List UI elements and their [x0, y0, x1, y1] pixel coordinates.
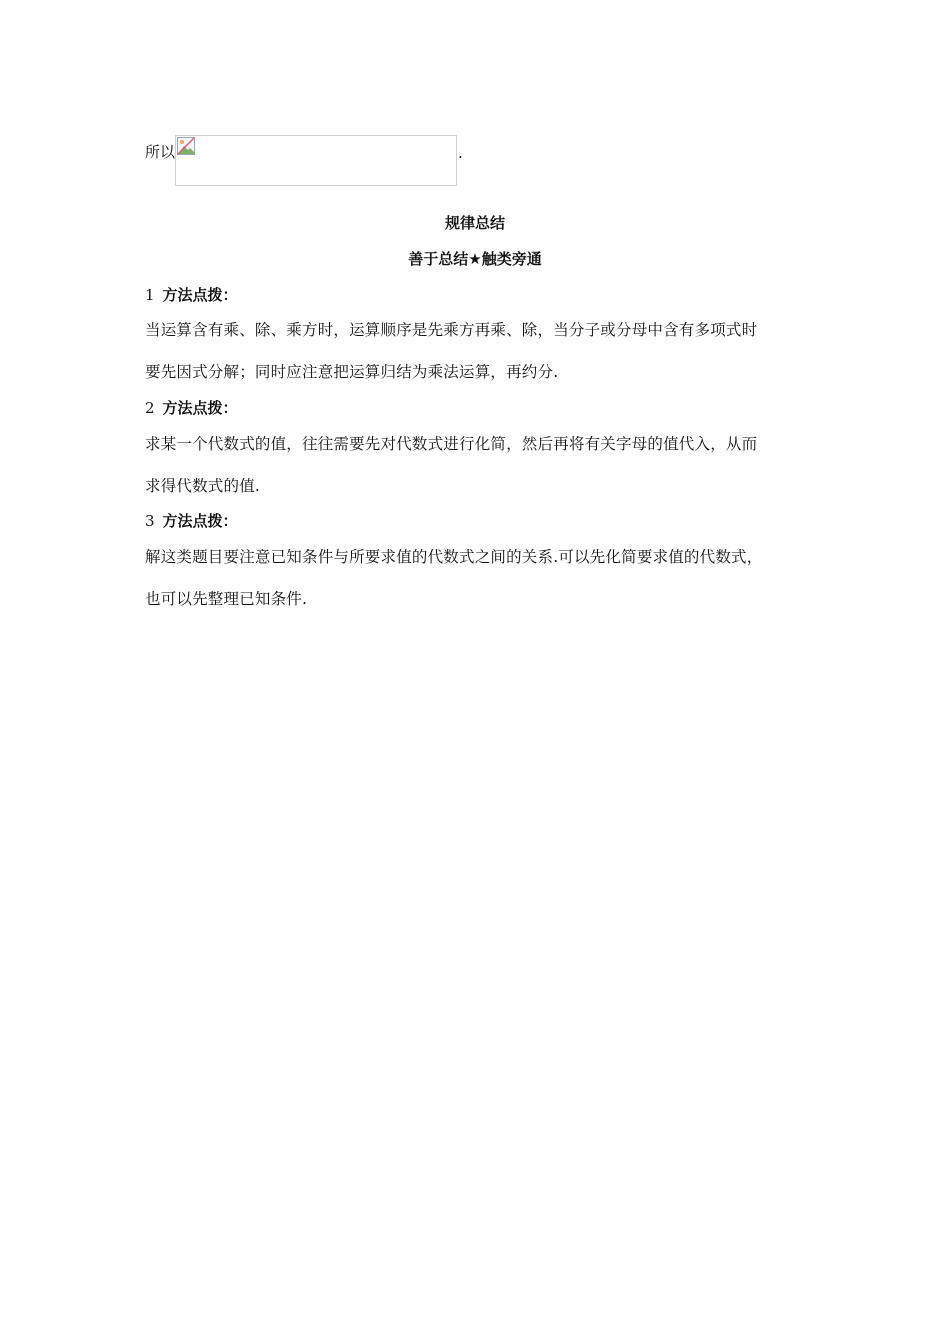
- tip-1-line-1: 当运算含有乘、除、乘方时，运算顺序是先乘方再乘、除，当分子或分母中含有多项式时: [145, 321, 758, 339]
- tip-2-line-1: 求某一个代数式的值，往往需要先对代数式进行化简，然后再将有关字母的值代入，从而: [145, 435, 758, 453]
- formula-image-placeholder: [175, 135, 457, 186]
- broken-image-icon: [177, 137, 195, 155]
- tip-heading-2: [145, 398, 238, 418]
- tip-number: 3: [145, 512, 155, 530]
- tip-number: 2: [145, 399, 155, 417]
- tip-2-line-2: 求得代数式的值.: [145, 477, 261, 495]
- tip-3-line-2: 也可以先整理已知条件.: [145, 590, 308, 608]
- section-title: 规律总结: [444, 214, 505, 232]
- intro-line: [145, 140, 463, 186]
- tip-number: 1: [145, 286, 155, 304]
- intro-suffix: .: [458, 144, 463, 162]
- tip-heading-3: [145, 511, 238, 531]
- tip-label: 方法点拨：: [162, 286, 238, 304]
- intro-prefix: 所以: [145, 143, 176, 161]
- section-subtitle: 善于总结★触类旁通: [408, 250, 542, 268]
- tip-3-line-1: 解这类题目要注意已知条件与所要求值的代数式之间的关系.可以先化简要求值的代数式，: [145, 548, 763, 566]
- tip-1-line-2: 要先因式分解；同时应注意把运算归结为乘法运算，再约分.: [145, 363, 559, 381]
- tip-label: 方法点拨：: [162, 399, 238, 417]
- tip-heading-1: [145, 285, 238, 305]
- tip-label: 方法点拨：: [162, 512, 238, 530]
